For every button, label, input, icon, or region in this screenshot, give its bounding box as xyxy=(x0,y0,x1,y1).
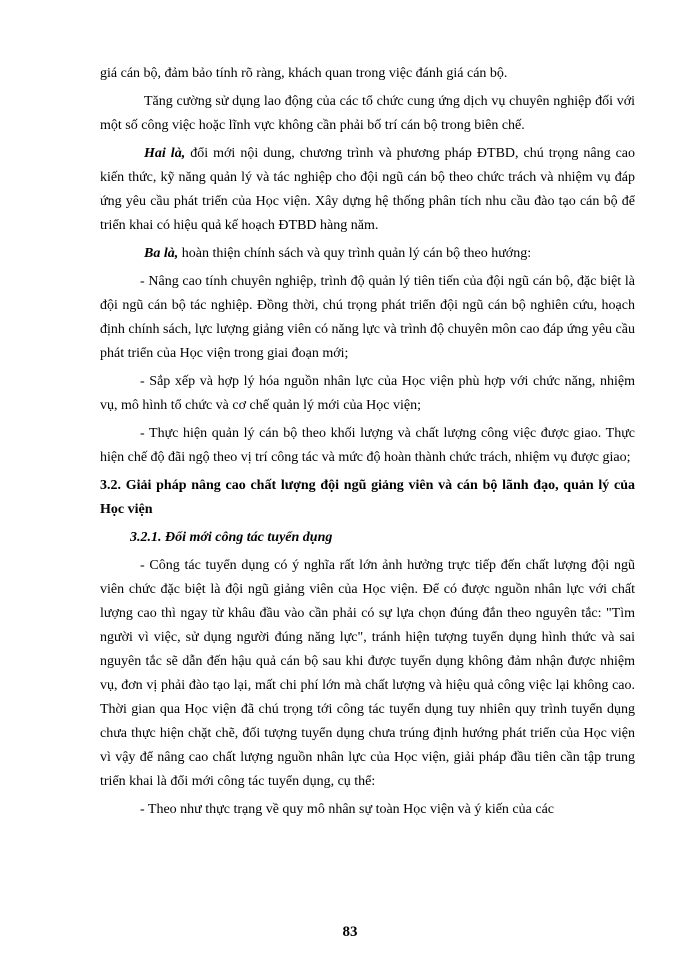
paragraph-second-solution: Hai là, đổi mới nội dung, chương trình và phương pháp ĐTBD, chú trọng nâng cao kiến thức, kỹ năng quản lý và tác nghiệp cho đội ngũ cán bộ theo chức trách và nhiệm vụ đáp ứng yêu cầu phát triển của Học viện. Xây dựng hệ thống phân tích nhu cầu đào tạo cán bộ để triển khai có hiệu quả kế hoạch ĐTBD hàng năm. xyxy=(100,146,636,233)
bullet-professionalism: - Nâng cao tính chuyên nghiệp, trình độ quản lý tiên tiến của đội ngũ cán bộ, đặc biệt là đội ngũ cán bộ tác nghiệp. Đồng thời, chú trọng phát triển đội ngũ cán bộ nghiên cứu, hoạch định chính sách, lực lượng giảng viên có năng lực và trình độ chuyên môn cao đáp ứng yêu cầu phát triển của Học viện trong giai đoạn mới; xyxy=(100,274,635,361)
paragraph-third-solution: Ba là, hoàn thiện chính sách và quy trình quản lý cán bộ theo hướng: xyxy=(144,246,532,261)
section-heading: 3.2. Giải pháp nâng cao chất lượng đội ngũ giảng viên và cán bộ lãnh đạo, quản lý của Học viện xyxy=(100,478,635,517)
paragraph-status: - Theo như thực trạng về quy mô nhân sự toàn Học viện và ý kiến của các xyxy=(140,802,554,817)
lead-phrase: Ba là, xyxy=(144,246,179,261)
page-number: 83 xyxy=(342,924,358,940)
paragraph-continuation: giá cán bộ, đảm bảo tính rõ ràng, khách quan trong việc đánh giá cán bộ. xyxy=(100,66,508,81)
body-text xyxy=(100,62,635,826)
paragraph-outsourcing: Tăng cường sử dụng lao động của các tổ chức cung ứng dịch vụ chuyên nghiệp đối với một số công việc hoặc lĩnh vực không cần phải bố trí cán bộ trong biên chế. xyxy=(100,94,635,133)
paragraph-recruitment: - Công tác tuyển dụng có ý nghĩa rất lớn ảnh hưởng trực tiếp đến chất lượng đội ngũ viên chức đặc biệt là đội ngũ giảng viên của Học viện. Để có được nguồn nhân lực với chất lượng cao thì ngay từ khâu đầu vào cần phải có sự lựa chọn đúng đắn theo nguyên tắc: "Tìm người vì việc, sử dụng người đúng năng lực", tránh hiện tượng tuyển dụng hình thức và sai nguyên tắc sẽ dẫn đến hậu quả cán bộ sau khi được tuyển dụng không đảm nhận được nhiệm vụ, đơn vị phải đào tạo lại, mất chi phí lớn mà chất lượng và hiệu quả công việc lại không cao. Thời gian qua Học viện đã chú trọng tới công tác tuyển dụng tuy nhiên quy trình tuyển dụng chưa thực hiện chặt chẽ, đối tượng tuyển dụng chưa trúng định hướng phát triển của Học viện vì vậy để nâng cao chất lượng nguồn nhân lực của Học viện, giải pháp đầu tiên cần tập trung triển khai là đổi mới công tác tuyển dụng, cụ thể: xyxy=(100,558,635,789)
bullet-workload: - Thực hiện quản lý cán bộ theo khối lượng và chất lượng công việc được giao. Thực hiện chế độ đãi ngộ theo vị trí công tác và mức độ hoàn thành chức trách, nhiệm vụ được giao; xyxy=(100,426,635,465)
bullet-rationalize: - Sắp xếp và hợp lý hóa nguồn nhân lực của Học viện phù hợp với chức năng, nhiệm vụ, mô hình tổ chức và cơ chế quản lý mới của Học viện; xyxy=(100,374,635,413)
lead-phrase: Hai là, xyxy=(144,146,186,161)
subsection-heading: 3.2.1. Đổi mới công tác tuyển dụng xyxy=(130,530,333,545)
